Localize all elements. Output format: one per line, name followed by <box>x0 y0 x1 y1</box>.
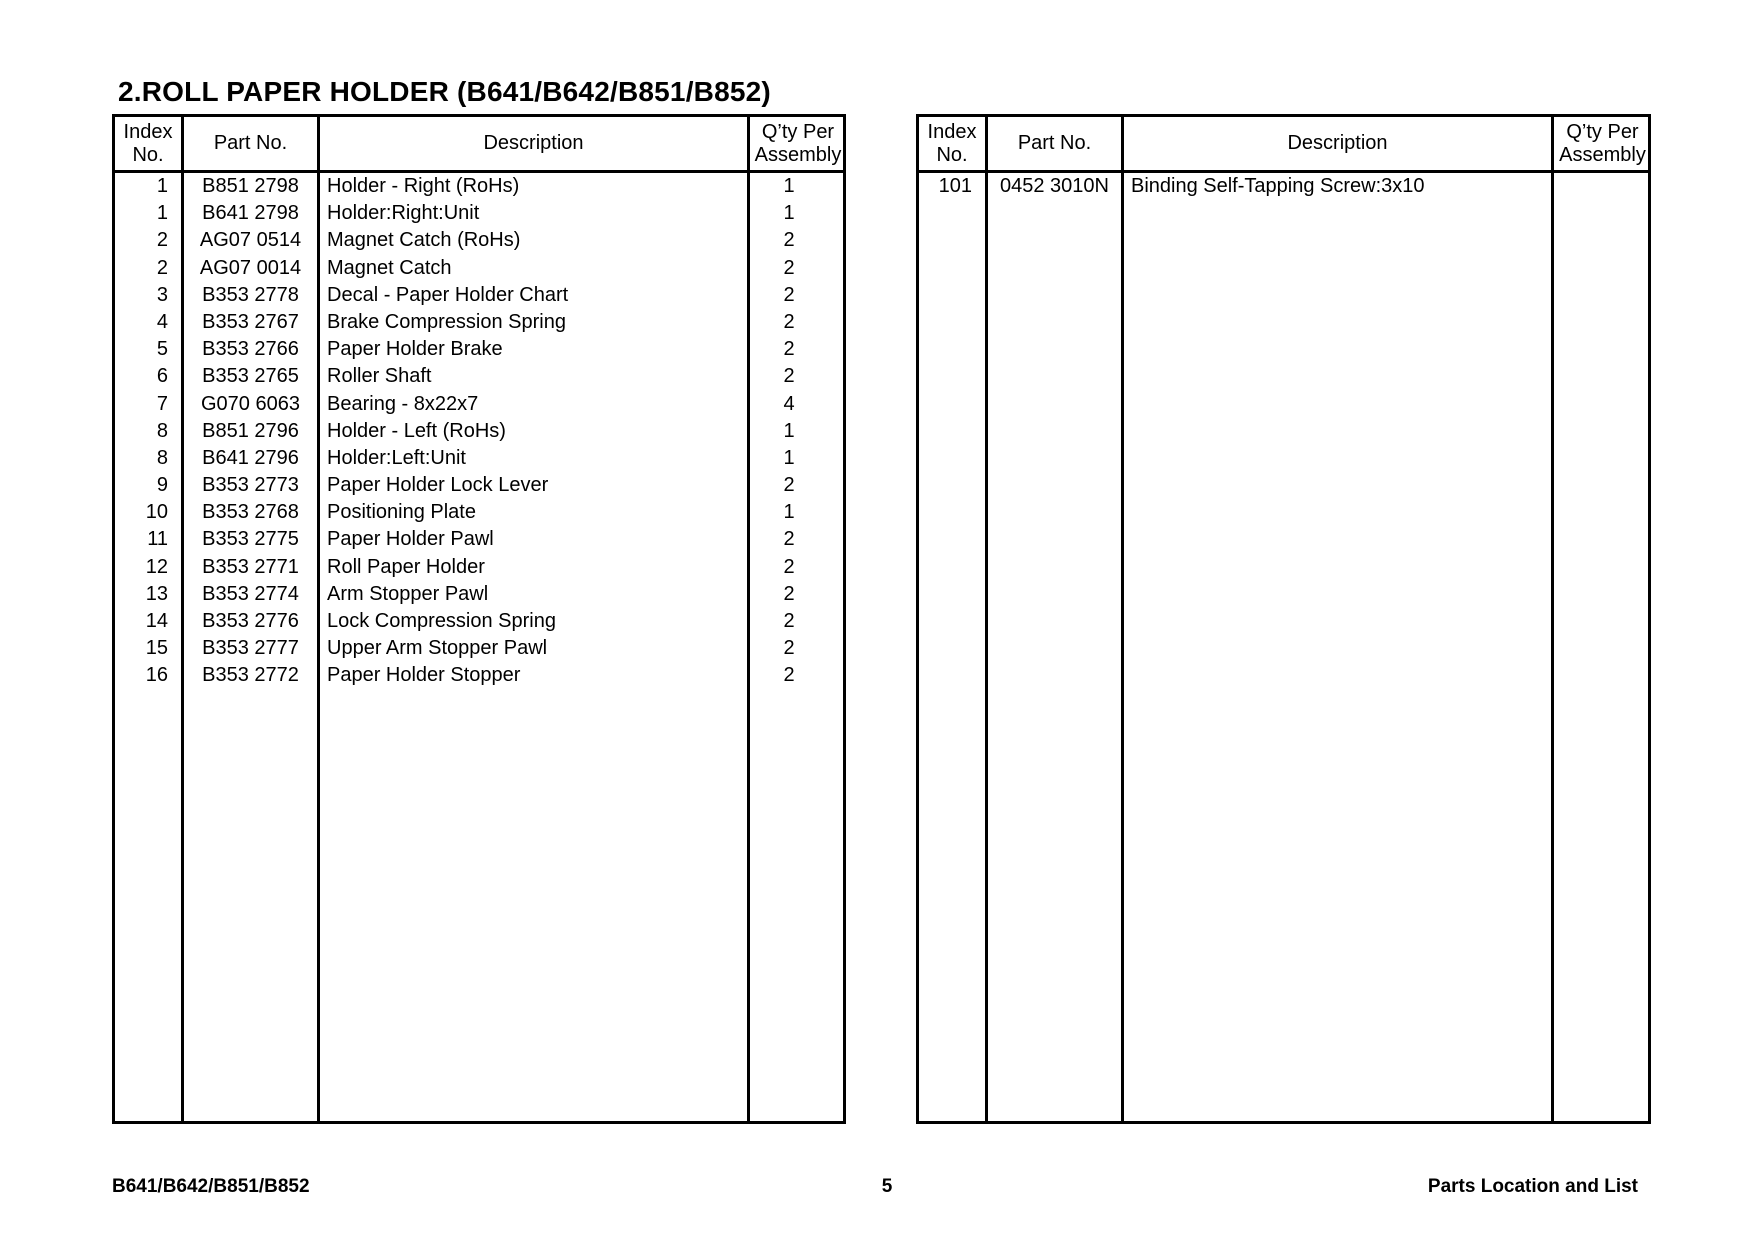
table-row <box>115 309 843 336</box>
qty-cell: 2 <box>783 528 795 551</box>
description-cell: Magnet Catch <box>327 256 452 279</box>
header-index <box>919 117 985 170</box>
table-row <box>115 255 843 282</box>
index-cell: 10 <box>145 501 168 524</box>
qty-cell: 2 <box>783 474 795 497</box>
qty-cell: 2 <box>783 582 795 605</box>
header-index <box>115 117 181 170</box>
table-row <box>115 336 843 363</box>
table-row <box>115 418 843 445</box>
table-row <box>115 200 843 227</box>
index-cell: 12 <box>145 555 168 578</box>
header-part-no: Part No. <box>213 132 288 154</box>
description-cell: Holder:Right:Unit <box>327 202 480 225</box>
qty-cell: 2 <box>783 229 795 252</box>
qty-cell: 1 <box>783 501 795 524</box>
table-body-left <box>115 173 843 690</box>
qty-cell: 2 <box>783 664 795 687</box>
index-cell: 7 <box>156 392 168 415</box>
header-qty <box>750 117 846 170</box>
table-row <box>115 662 843 689</box>
description-cell: Bearing - 8x22x7 <box>327 392 479 415</box>
column-divider <box>985 117 988 1121</box>
table-row <box>115 472 843 499</box>
table-row <box>115 554 843 581</box>
table-row <box>115 282 843 309</box>
index-cell: 1 <box>156 202 168 225</box>
header-description: Description <box>483 132 584 154</box>
header-index-line1: Index <box>927 120 977 143</box>
index-cell: 13 <box>145 582 168 605</box>
part-no-cell: B353 2771 <box>202 555 299 578</box>
qty-cell: 2 <box>783 610 795 632</box>
header-qty <box>1554 117 1651 170</box>
index-cell: 2 <box>156 229 168 252</box>
index-cell: 5 <box>156 338 168 361</box>
index-cell: 8 <box>156 446 168 469</box>
description-cell: Decal - Paper Holder Chart <box>327 283 569 306</box>
column-divider <box>1551 117 1554 1121</box>
description-cell: Holder - Right (RoHs) <box>327 175 520 197</box>
parts-table-left <box>112 114 846 1124</box>
qty-cell: 1 <box>783 446 795 469</box>
qty-cell <box>1554 173 1632 200</box>
table-row <box>115 173 843 200</box>
table-row <box>115 635 843 662</box>
qty-cell: 1 <box>783 175 795 197</box>
part-no-cell: AG07 0014 <box>199 256 302 279</box>
header-qty-line1: Q’ty Per <box>1566 120 1639 143</box>
description-cell: Arm Stopper Pawl <box>327 582 489 605</box>
table-row <box>115 581 843 608</box>
part-no-cell: B851 2796 <box>202 419 299 442</box>
part-no-cell: B353 2778 <box>202 283 299 306</box>
part-no-cell: B641 2798 <box>202 202 299 225</box>
header-qty-line1: Q’ty Per <box>761 120 835 143</box>
description-cell: Binding Self-Tapping Screw:3x10 <box>1131 175 1425 197</box>
parts-table-right <box>916 114 1651 1124</box>
description-cell: Paper Holder Lock Lever <box>327 474 549 497</box>
footer-model: B641/B642/B851/B852 <box>112 1176 310 1197</box>
part-no-cell: 0452 3010N <box>1000 175 1109 197</box>
header-qty-line2: Assembly <box>754 143 842 166</box>
part-no-cell: B353 2773 <box>202 474 299 497</box>
header-index-line2: No. <box>132 143 164 166</box>
part-no-cell: B353 2767 <box>202 310 299 333</box>
table-row <box>115 391 843 418</box>
table-row <box>115 499 843 526</box>
column-divider <box>1121 117 1124 1121</box>
description-cell: Roll Paper Holder <box>327 555 485 578</box>
table-row <box>115 526 843 553</box>
table-row <box>115 608 843 635</box>
index-cell: 101 <box>938 175 972 197</box>
description-cell: Lock Compression Spring <box>327 610 556 632</box>
description-cell: Brake Compression Spring <box>327 310 566 333</box>
index-cell: 2 <box>156 256 168 279</box>
description-cell: Holder:Left:Unit <box>327 446 466 469</box>
part-no-cell: B353 2776 <box>202 610 299 632</box>
header-qty-line2: Assembly <box>1559 143 1646 166</box>
table-row <box>115 227 843 254</box>
part-no-cell: B641 2796 <box>202 446 299 469</box>
footer-section: Parts Location and List <box>1427 1176 1638 1197</box>
index-cell: 3 <box>156 283 168 306</box>
table-body-right <box>919 173 1648 200</box>
index-cell: 14 <box>145 610 168 632</box>
table-row <box>115 445 843 472</box>
index-cell: 16 <box>145 664 168 687</box>
qty-cell: 2 <box>783 338 795 361</box>
qty-cell: 1 <box>783 202 795 225</box>
qty-cell: 4 <box>783 392 795 415</box>
description-cell: Paper Holder Brake <box>327 338 503 361</box>
header-description: Description <box>1287 132 1388 154</box>
part-no-cell: B353 2775 <box>202 528 299 551</box>
index-cell: 6 <box>156 365 168 388</box>
part-no-cell: G070 6063 <box>201 392 300 415</box>
description-cell: Roller Shaft <box>327 365 432 388</box>
part-no-cell: B353 2774 <box>202 582 299 605</box>
index-cell: 15 <box>145 637 168 660</box>
header-part-no: Part No. <box>1017 132 1092 154</box>
description-cell: Paper Holder Pawl <box>327 528 494 551</box>
qty-cell: 1 <box>783 419 795 442</box>
footer-page-number: 5 <box>881 1176 893 1197</box>
part-no-cell: B353 2768 <box>202 501 299 524</box>
description-cell: Upper Arm Stopper Pawl <box>327 637 548 660</box>
qty-cell: 2 <box>783 637 795 660</box>
qty-cell: 2 <box>783 555 795 578</box>
part-no-cell: B353 2765 <box>202 365 299 388</box>
qty-cell: 2 <box>783 256 795 279</box>
index-cell: 8 <box>156 419 168 442</box>
part-no-cell: B353 2777 <box>202 637 299 660</box>
table-row <box>115 363 843 390</box>
index-cell: 4 <box>156 310 168 333</box>
qty-cell: 2 <box>783 283 795 306</box>
part-no-cell: AG07 0514 <box>199 229 302 252</box>
part-no-cell: B353 2772 <box>202 664 299 687</box>
part-no-cell: B851 2798 <box>202 175 299 197</box>
index-cell: 11 <box>147 528 168 551</box>
part-no-cell: B353 2766 <box>202 338 299 361</box>
description-cell: Holder - Left (RoHs) <box>327 419 506 442</box>
description-cell: Magnet Catch (RoHs) <box>327 229 521 252</box>
description-cell: Positioning Plate <box>327 501 476 524</box>
index-cell: 9 <box>156 474 168 497</box>
description-cell: Paper Holder Stopper <box>327 664 521 687</box>
page-title: 2.ROLL PAPER HOLDER (B641/B642/B851/B852) <box>118 76 771 107</box>
qty-cell: 2 <box>783 310 795 333</box>
qty-cell: 2 <box>783 365 795 388</box>
index-cell: 1 <box>156 175 168 197</box>
table-row <box>919 173 1648 200</box>
header-index-line2: No. <box>936 143 968 166</box>
header-index-line1: Index <box>123 120 173 143</box>
